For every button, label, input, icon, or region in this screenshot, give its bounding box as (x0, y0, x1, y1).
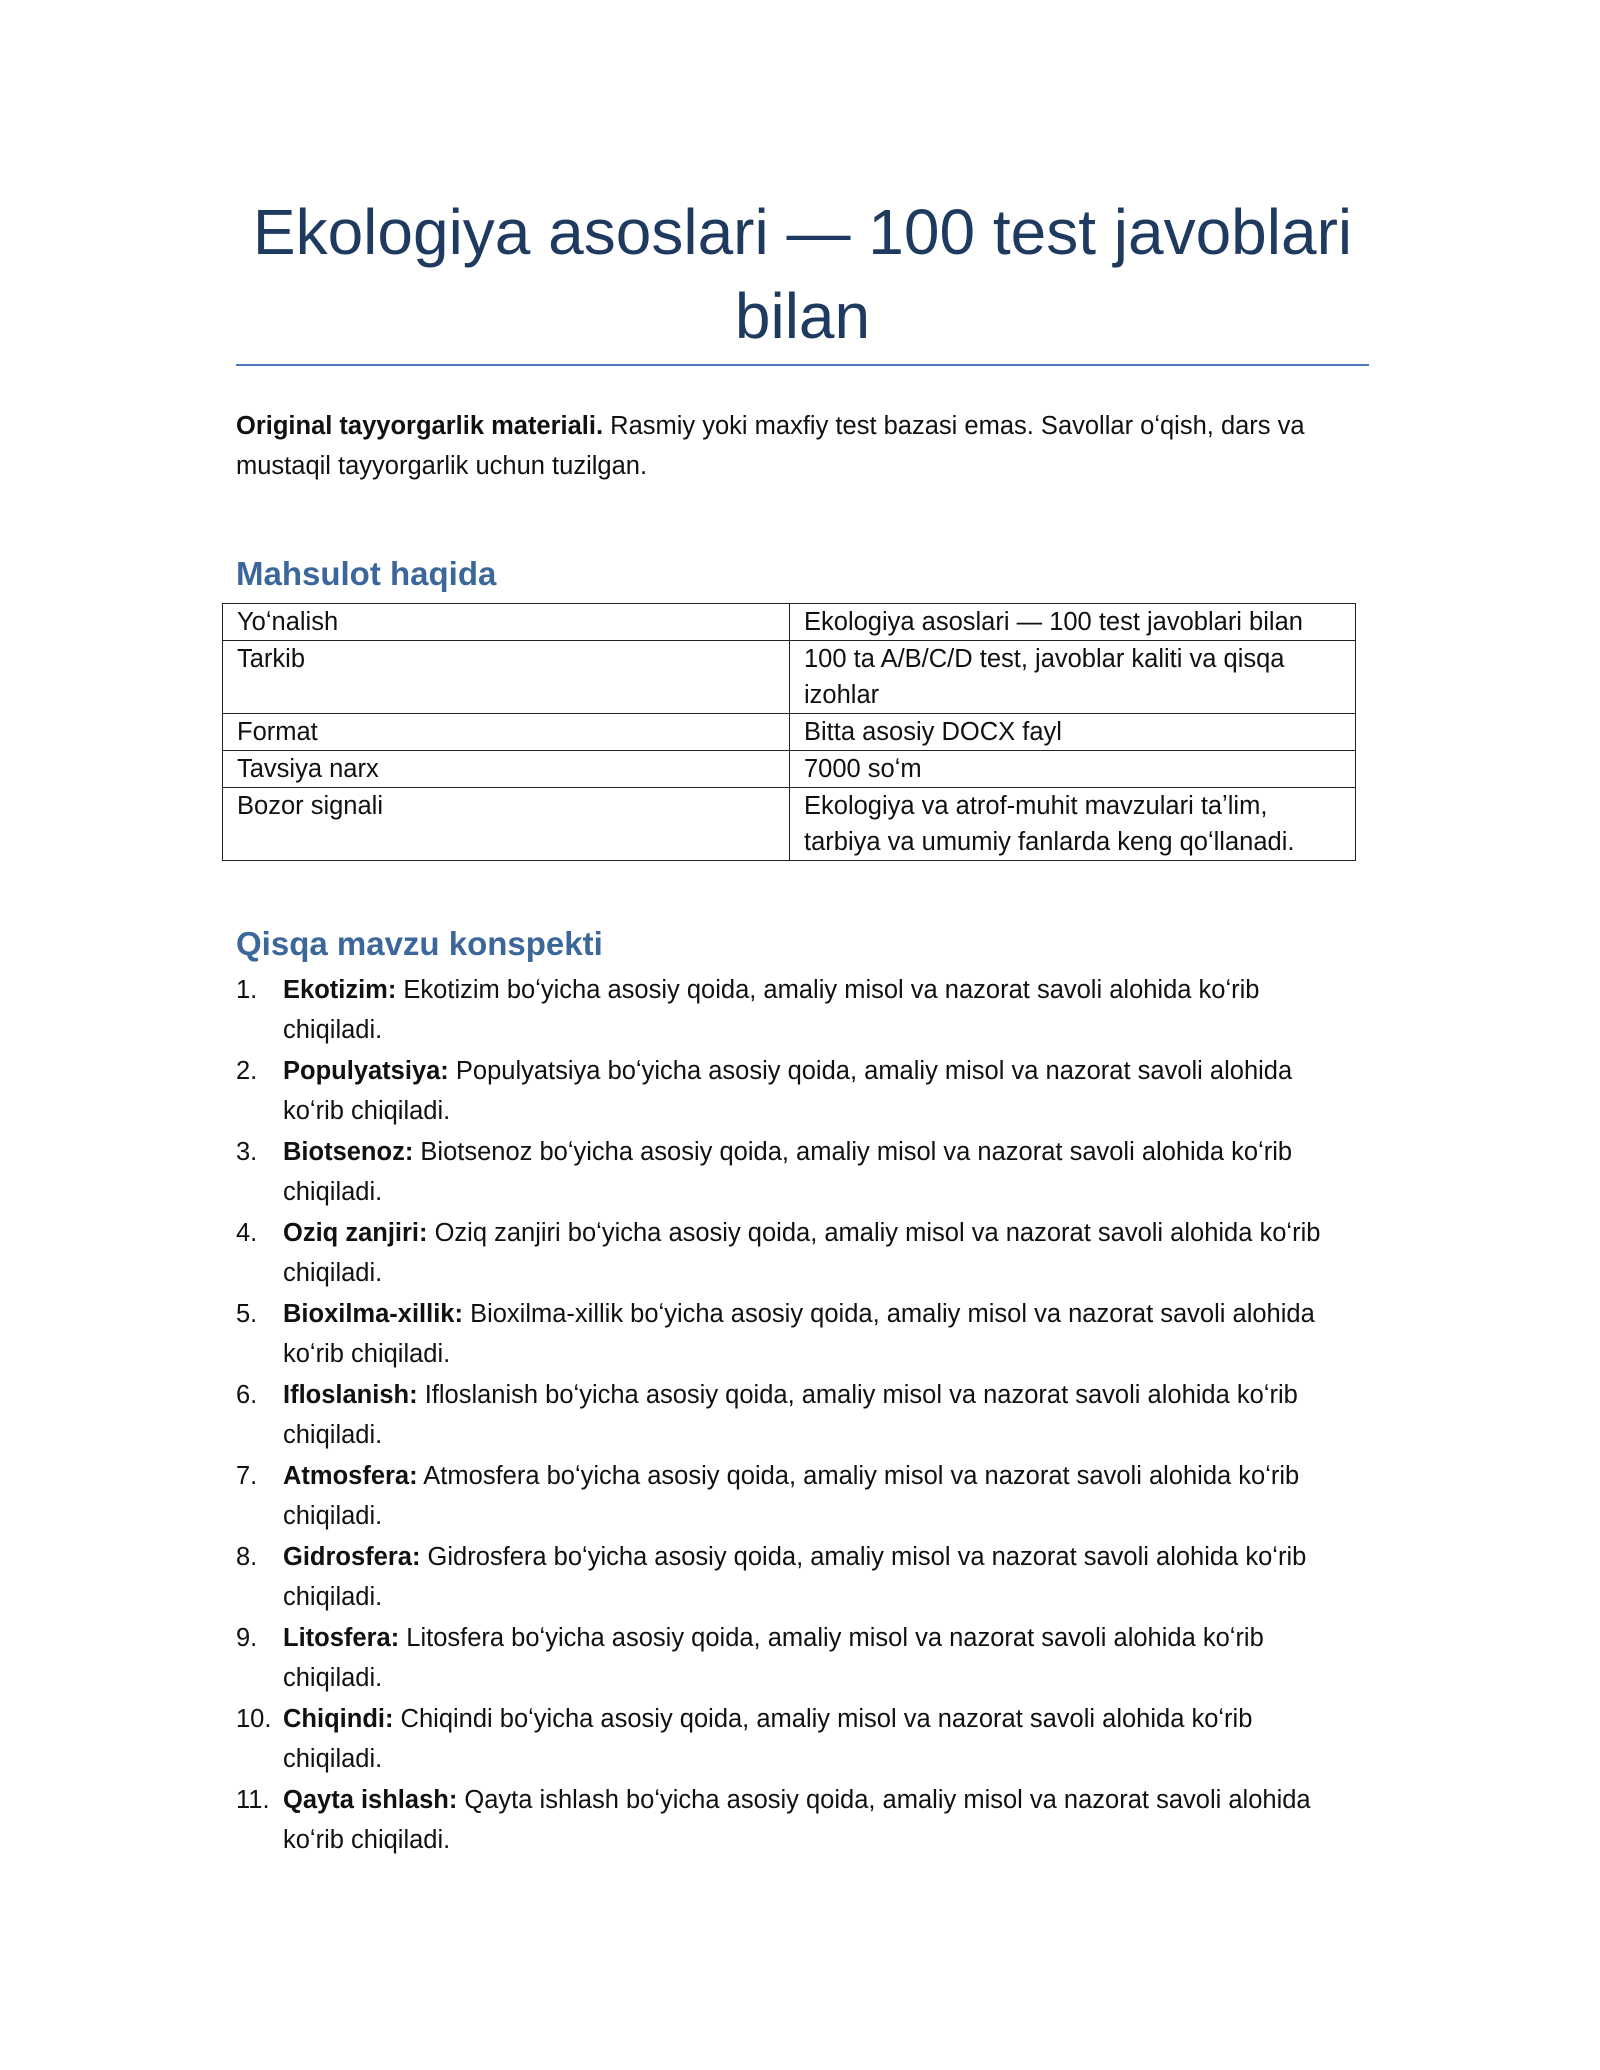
item-number: 7. (236, 1462, 258, 1490)
list-item (236, 1294, 1356, 1374)
item-text: Populyatsiya boʻyicha asosiy qoida, amaliy misol va nazorat savoli alohida koʻrib chiqiladi. (283, 1057, 1293, 1125)
row-value: Ekologiya va atrof-muhit mavzulari taʼlim, tarbiya va umumiy fanlarda keng qoʻllanadi. (790, 788, 1356, 861)
list-item (236, 1618, 1356, 1698)
list-item (236, 1456, 1356, 1536)
item-text: Bioxilma-xillik boʻyicha asosiy qoida, amaliy misol va nazorat savoli alohida koʻrib chiqiladi. (283, 1300, 1315, 1368)
row-label: Tavsiya narx (223, 751, 790, 788)
item-number: 10. (236, 1705, 272, 1733)
item-term: Gidrosfera: (283, 1543, 421, 1571)
list-item (236, 1213, 1356, 1293)
item-term: Atmosfera: (283, 1462, 418, 1490)
item-number: 1. (236, 976, 258, 1004)
item-text: Ekotizim boʻyicha asosiy qoida, amaliy misol va nazorat savoli alohida koʻrib chiqiladi. (283, 976, 1260, 1044)
item-term: Bioxilma-xillik: (283, 1300, 463, 1328)
table-row (223, 751, 1356, 788)
item-text: Oziq zanjiri boʻyicha asosiy qoida, amaliy misol va nazorat savoli alohida koʻrib chiqiladi. (283, 1219, 1321, 1287)
table-row (223, 604, 1356, 641)
item-text: Gidrosfera boʻyicha asosiy qoida, amaliy misol va nazorat savoli alohida koʻrib chiqiladi. (283, 1543, 1307, 1611)
list-item (236, 1132, 1356, 1212)
table-row (223, 641, 1356, 714)
item-term: Litosfera: (283, 1624, 400, 1652)
item-text: Biotsenoz boʻyicha asosiy qoida, amaliy misol va nazorat savoli alohida koʻrib chiqiladi. (283, 1138, 1293, 1206)
topic-list (236, 970, 1356, 1861)
list-item (236, 1375, 1356, 1455)
document-title: Ekologiya asoslari — 100 test javoblari bilan (252, 196, 1353, 352)
item-number: 6. (236, 1381, 258, 1409)
row-value: Ekologiya asoslari — 100 test javoblari bilan (790, 604, 1356, 641)
item-number: 4. (236, 1219, 258, 1247)
row-label: Tarkib (223, 641, 790, 714)
row-value: Bitta asosiy DOCX fayl (790, 714, 1356, 751)
list-item (236, 1780, 1356, 1860)
table-row (223, 788, 1356, 861)
item-number: 3. (236, 1138, 258, 1166)
item-number: 5. (236, 1300, 258, 1328)
item-term: Biotsenoz: (283, 1138, 414, 1166)
item-number: 2. (236, 1057, 258, 1085)
row-value: 100 ta A/B/C/D test, javoblar kaliti va qisqa izohlar (790, 641, 1356, 714)
item-number: 11. (236, 1786, 270, 1814)
intro-paragraph (236, 406, 1376, 486)
list-item (236, 1699, 1356, 1779)
row-value: 7000 soʻm (790, 751, 1356, 788)
item-term: Ekotizim: (283, 976, 397, 1004)
title-underline (236, 364, 1369, 366)
item-number: 8. (236, 1543, 258, 1571)
list-item (236, 1537, 1356, 1617)
item-text: Chiqindi boʻyicha asosiy qoida, amaliy misol va nazorat savoli alohida koʻrib chiqiladi. (283, 1705, 1253, 1773)
table-row (223, 714, 1356, 751)
intro-bold: Original tayyorgarlik materiali. (236, 412, 604, 440)
row-label: Format (223, 714, 790, 751)
item-number: 9. (236, 1624, 258, 1652)
about-heading: Mahsulot haqida (236, 555, 497, 592)
item-text: Litosfera boʻyicha asosiy qoida, amaliy misol va nazorat savoli alohida koʻrib chiqiladi. (283, 1624, 1264, 1692)
item-text: Atmosfera boʻyicha asosiy qoida, amaliy misol va nazorat savoli alohida koʻrib chiqiladi. (283, 1462, 1300, 1530)
item-term: Populyatsiya: (283, 1057, 449, 1085)
item-term: Oziq zanjiri: (283, 1219, 428, 1247)
intro-text: Rasmiy yoki maxfiy test bazasi emas. Savollar oʻqish, dars va mustaqil tayyorgarlik uchun tuzilgan. (236, 412, 1305, 480)
row-label: Bozor signali (223, 788, 790, 861)
item-text: Ifloslanish boʻyicha asosiy qoida, amaliy misol va nazorat savoli alohida koʻrib chiqiladi. (283, 1381, 1298, 1449)
item-term: Qayta ishlash: (283, 1786, 458, 1814)
row-label: Yoʻnalish (223, 604, 790, 641)
list-item (236, 970, 1356, 1050)
summary-heading: Qisqa mavzu konspekti (236, 925, 603, 962)
list-item (236, 1051, 1356, 1131)
item-term: Chiqindi: (283, 1705, 394, 1733)
product-info-table (222, 603, 1356, 861)
item-term: Ifloslanish: (283, 1381, 418, 1409)
item-text: Qayta ishlash boʻyicha asosiy qoida, amaliy misol va nazorat savoli alohida koʻrib chiqiladi. (283, 1786, 1311, 1854)
